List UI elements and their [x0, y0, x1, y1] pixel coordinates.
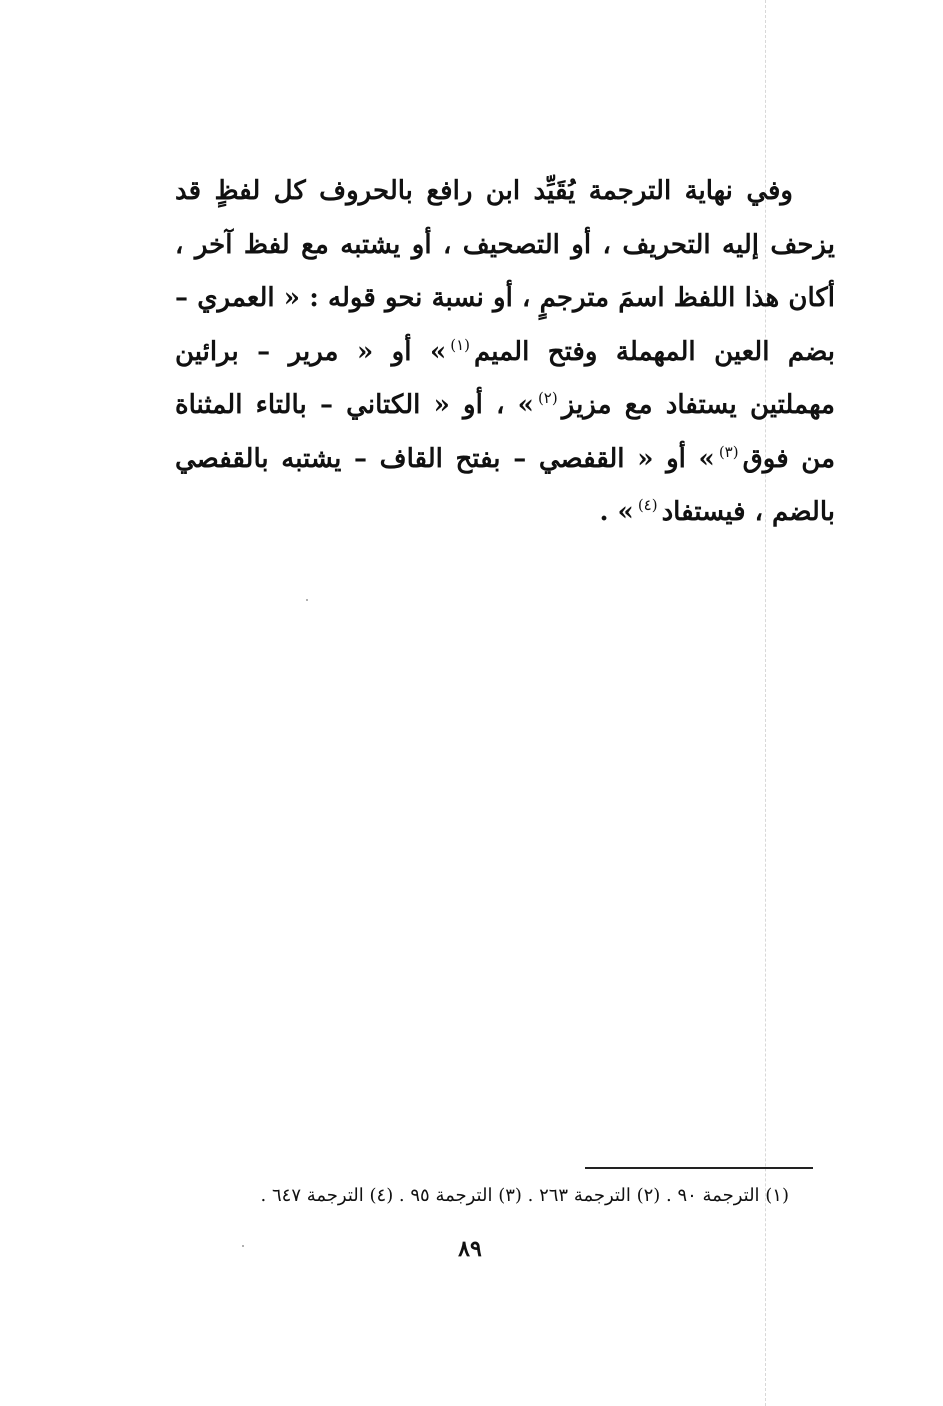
scan-speck: [306, 599, 308, 601]
footnote-ref-3: (٣): [718, 442, 739, 461]
paragraph-line-5-end: » أو « القفصي – بفتح القاف –: [354, 443, 715, 474]
footnote-ref-1: (١): [450, 335, 470, 354]
scan-speck: [242, 1245, 244, 1247]
paragraph-line-1: وفي نهاية الترجمة يُقَيِّد ابن رافع بالحروف كل لفظٍ قد يزحف: [175, 176, 835, 260]
footnote-ref-2: (٢): [537, 389, 558, 408]
paragraph-line-4-end: » ،: [496, 390, 534, 420]
paragraph-line-5-start: أو « الكتاني – بالتاء المثناة من فوق: [175, 390, 836, 474]
footnote-ref-4: (٤): [637, 496, 658, 515]
paragraph-line-6-end: » .: [599, 497, 634, 527]
footnotes: (١) الترجمة ٩٠ . (٢) الترجمة ٢٦٣ . (٣) الترجمة ٩٥ . (٤) الترجمة ٦٤٧ .: [260, 1185, 789, 1206]
paragraph-line-4-middle: » أو « مرير – برائين مهملتين يستفاد مع مزيز: [175, 336, 835, 420]
main-paragraph: [175, 165, 835, 540]
page-number: ٨٩: [458, 1236, 482, 1262]
paragraph-line-4-start: وفتح الميم: [473, 336, 598, 367]
footnote-separator: [585, 1167, 813, 1169]
paragraph-line-3: اللفظ اسمَ مترجمٍ ، أو نسبة نحو قوله : « العمري – بضم العين المهملة: [175, 283, 835, 367]
paragraph-line-2: إليه التحريف ، أو التصحيف ، أو يشتبه مع لفظ آخر ، أكان هذا: [175, 229, 835, 313]
paragraph-line-6-start: يشتبه بالقفصي بالضم ، فيستفاد: [175, 443, 835, 527]
